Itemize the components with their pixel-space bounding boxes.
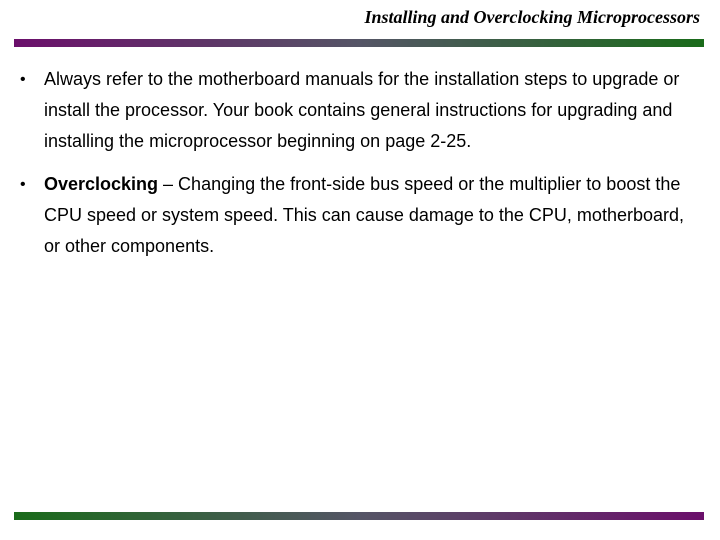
bullet-text: Always refer to the motherboard manuals for the installation steps to upgrade or install the processor. Your book contains general instructions for upgrading and installing the microprocessor beginning on page 2-25. — [44, 69, 680, 151]
bullet-text: – Changing the front-side bus speed or the multiplier to boost the CPU speed or system speed. This can cause damage to the CPU, motherboard, or other components. — [44, 174, 684, 256]
top-divider-bar — [14, 39, 704, 47]
bottom-divider-bar — [14, 512, 704, 520]
bullet-marker: • — [20, 71, 26, 88]
bullet-term: Overclocking — [44, 174, 159, 194]
bullet-marker: • — [20, 176, 26, 193]
bullet-list — [20, 64, 700, 274]
bullet-item-overclocking — [20, 169, 700, 262]
slide-title: Installing and Overclocking Microprocessors — [364, 7, 700, 27]
bullet-item-install-steps — [20, 64, 700, 157]
